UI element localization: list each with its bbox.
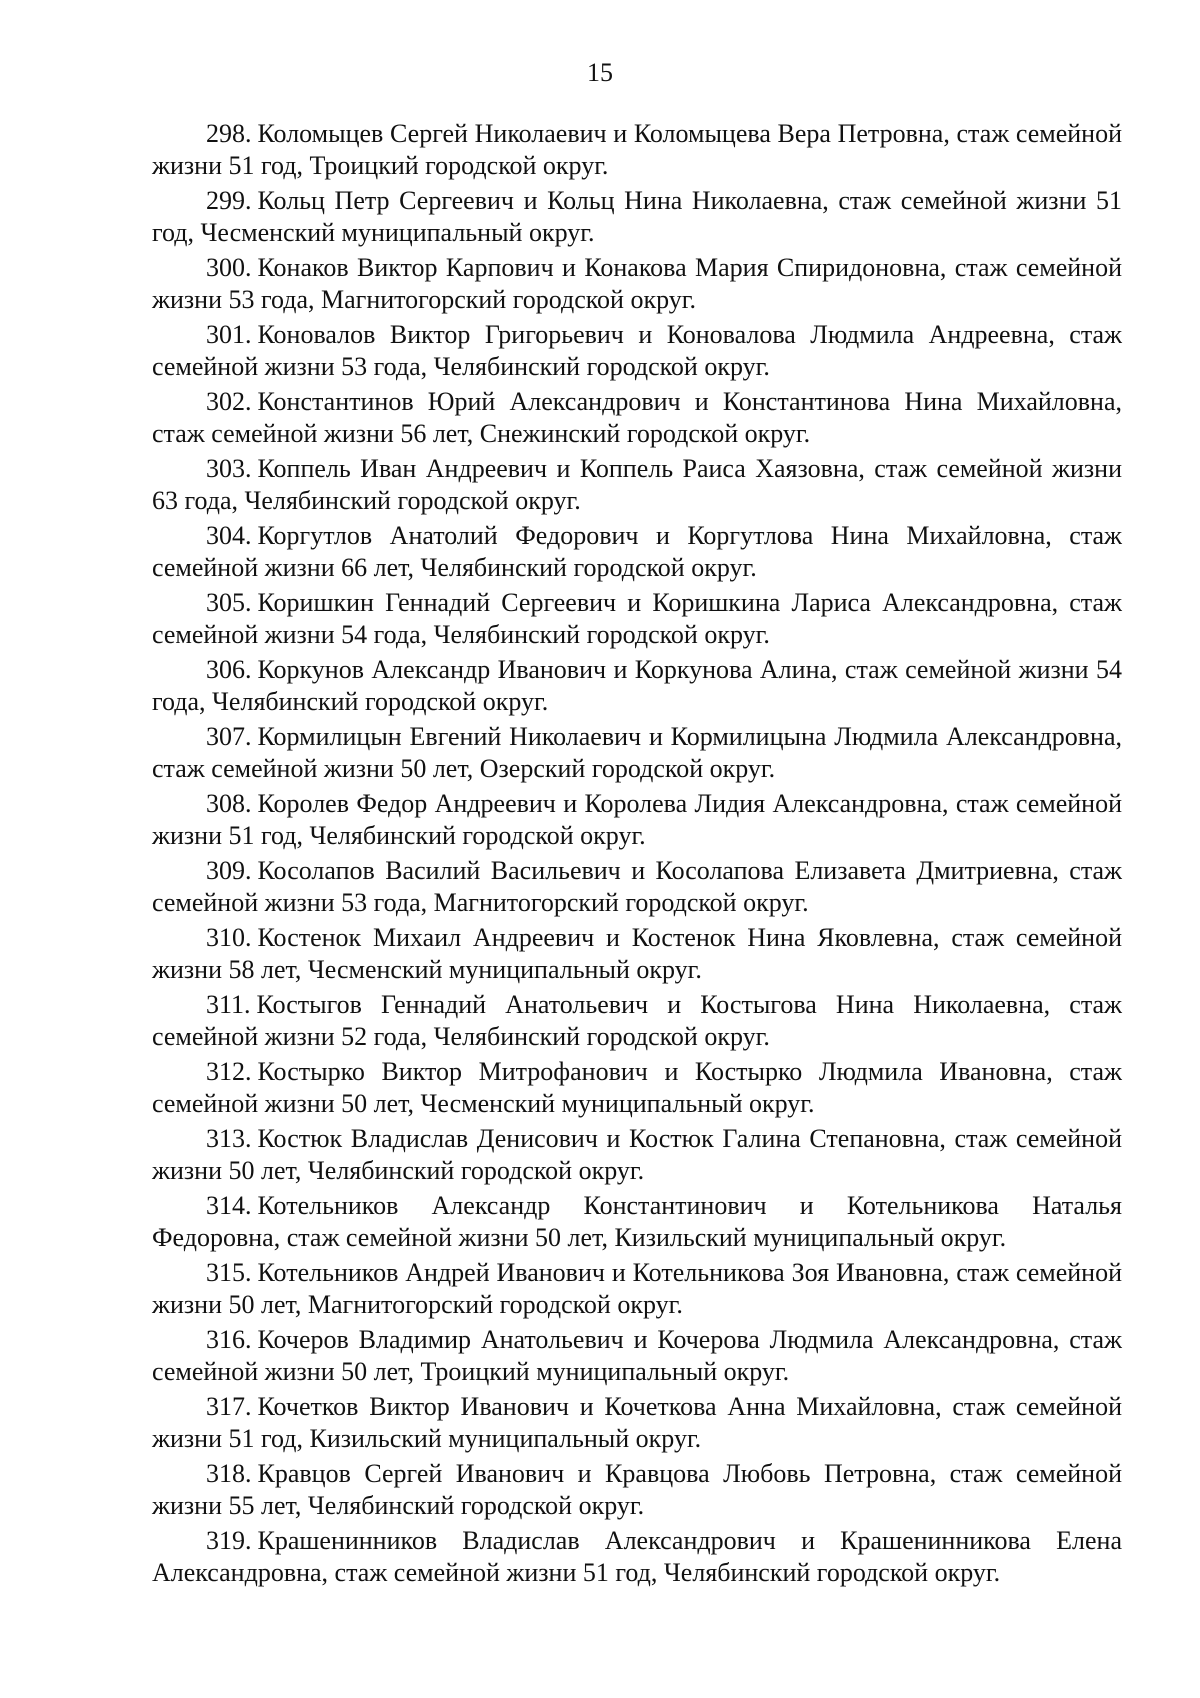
item-text: Коломыцев Сергей Николаевич и Коломыцева Вера Петровна, стаж семейной жизни 51 год, Троицкий городской округ. [152,119,1122,180]
item-text: Кормилицын Евгений Николаевич и Кормилицына Людмила Александровна, стаж семейной жизни 50 лет, Озерский городской округ. [152,722,1122,783]
item-number: 319. [206,1526,252,1555]
list-item [152,1525,1122,1589]
item-number: 300. [206,253,252,282]
item-number: 313. [206,1124,252,1153]
list-item [152,855,1122,919]
list-item [152,922,1122,986]
item-number: 302. [206,387,252,416]
page-number: 15 [587,58,613,87]
list-item [152,1391,1122,1455]
list-item [152,721,1122,785]
item-text: Коновалов Виктор Григорьевич и Коновалова Людмила Андреевна, стаж семейной жизни 53 года, Челябинский городской округ. [152,320,1122,381]
item-text: Крашенинников Владислав Александрович и Крашенинникова Елена Александровна, стаж семейной жизни 51 год, Челябинский городской округ. [152,1526,1122,1587]
item-text: Кравцов Сергей Иванович и Кравцова Любовь Петровна, стаж семейной жизни 55 лет, Челябинский городской округ. [152,1459,1122,1520]
list-item [152,252,1122,316]
item-number: 311. [206,990,251,1019]
item-number: 310. [206,923,252,952]
item-text: Костырко Виктор Митрофанович и Костырко Людмила Ивановна, стаж семейной жизни 50 лет, Чесменский муниципальный округ. [152,1057,1122,1118]
item-number: 304. [206,521,252,550]
list-item [152,185,1122,249]
item-number: 317. [206,1392,252,1421]
item-text: Константинов Юрий Александрович и Константинова Нина Михайловна, стаж семейной жизни 56 лет, Снежинский городской округ. [152,387,1122,448]
list-item [152,1257,1122,1321]
list-item [152,1190,1122,1254]
item-number: 309. [206,856,252,885]
award-list [152,118,1122,1592]
item-text: Коппель Иван Андреевич и Коппель Раиса Хаязовна, стаж семейной жизни 63 года, Челябинский городской округ. [152,454,1122,515]
item-text: Костюк Владислав Денисович и Костюк Галина Степановна, стаж семейной жизни 50 лет, Челябинский городской округ. [152,1124,1122,1185]
item-text: Котельников Александр Константинович и Котельникова Наталья Федоровна, стаж семейной жизни 50 лет, Кизильский муниципальный округ. [152,1191,1122,1252]
list-item [152,319,1122,383]
item-number: 305. [206,588,252,617]
item-text: Костенок Михаил Андреевич и Костенок Нина Яковлевна, стаж семейной жизни 58 лет, Чесменский муниципальный округ. [152,923,1122,984]
list-item [152,118,1122,182]
item-text: Коришкин Геннадий Сергеевич и Коришкина Лариса Александровна, стаж семейной жизни 54 года, Челябинский городской округ. [152,588,1122,649]
item-text: Королев Федор Андреевич и Королева Лидия Александровна, стаж семейной жизни 51 год, Челябинский городской округ. [152,789,1122,850]
list-item [152,1458,1122,1522]
item-number: 312. [206,1057,252,1086]
item-number: 314. [206,1191,252,1220]
item-number: 315. [206,1258,252,1287]
item-text: Коргутлов Анатолий Федорович и Коргутлова Нина Михайловна, стаж семейной жизни 66 лет, Челябинский городской округ. [152,521,1122,582]
list-item [152,654,1122,718]
item-number: 307. [206,722,252,751]
item-text: Косолапов Василий Васильевич и Косолапова Елизавета Дмитриевна, стаж семейной жизни 53 года, Магнитогорский городской округ. [152,856,1122,917]
item-text: Кочеров Владимир Анатольевич и Кочерова Людмила Александровна, стаж семейной жизни 50 лет, Троицкий муниципальный округ. [152,1325,1122,1386]
item-number: 316. [206,1325,252,1354]
item-text: Котельников Андрей Иванович и Котельникова Зоя Ивановна, стаж семейной жизни 50 лет, Магнитогорский городской округ. [152,1258,1122,1319]
list-item [152,1123,1122,1187]
item-number: 301. [206,320,252,349]
item-text: Костыгов Геннадий Анатольевич и Костыгова Нина Николаевна, стаж семейной жизни 52 года, Челябинский городской округ. [152,990,1122,1051]
list-item [152,1056,1122,1120]
item-number: 318. [206,1459,252,1488]
item-text: Коркунов Александр Иванович и Коркунова Алина, стаж семейной жизни 54 года, Челябинский городской округ. [152,655,1122,716]
item-number: 303. [206,454,252,483]
item-text: Конаков Виктор Карпович и Конакова Мария Спиридоновна, стаж семейной жизни 53 года, Магнитогорский городской округ. [152,253,1122,314]
item-number: 308. [206,789,252,818]
item-text: Кольц Петр Сергеевич и Кольц Нина Николаевна, стаж семейной жизни 51 год, Чесменский муниципальный округ. [152,186,1122,247]
list-item [152,788,1122,852]
list-item [152,587,1122,651]
list-item [152,989,1122,1053]
list-item [152,520,1122,584]
item-text: Кочетков Виктор Иванович и Кочеткова Анна Михайловна, стаж семейной жизни 51 год, Кизильский муниципальный округ. [152,1392,1122,1453]
item-number: 306. [206,655,252,684]
list-item [152,1324,1122,1388]
list-item [152,386,1122,450]
list-item [152,453,1122,517]
item-number: 298. [206,119,252,148]
item-number: 299. [206,186,252,215]
